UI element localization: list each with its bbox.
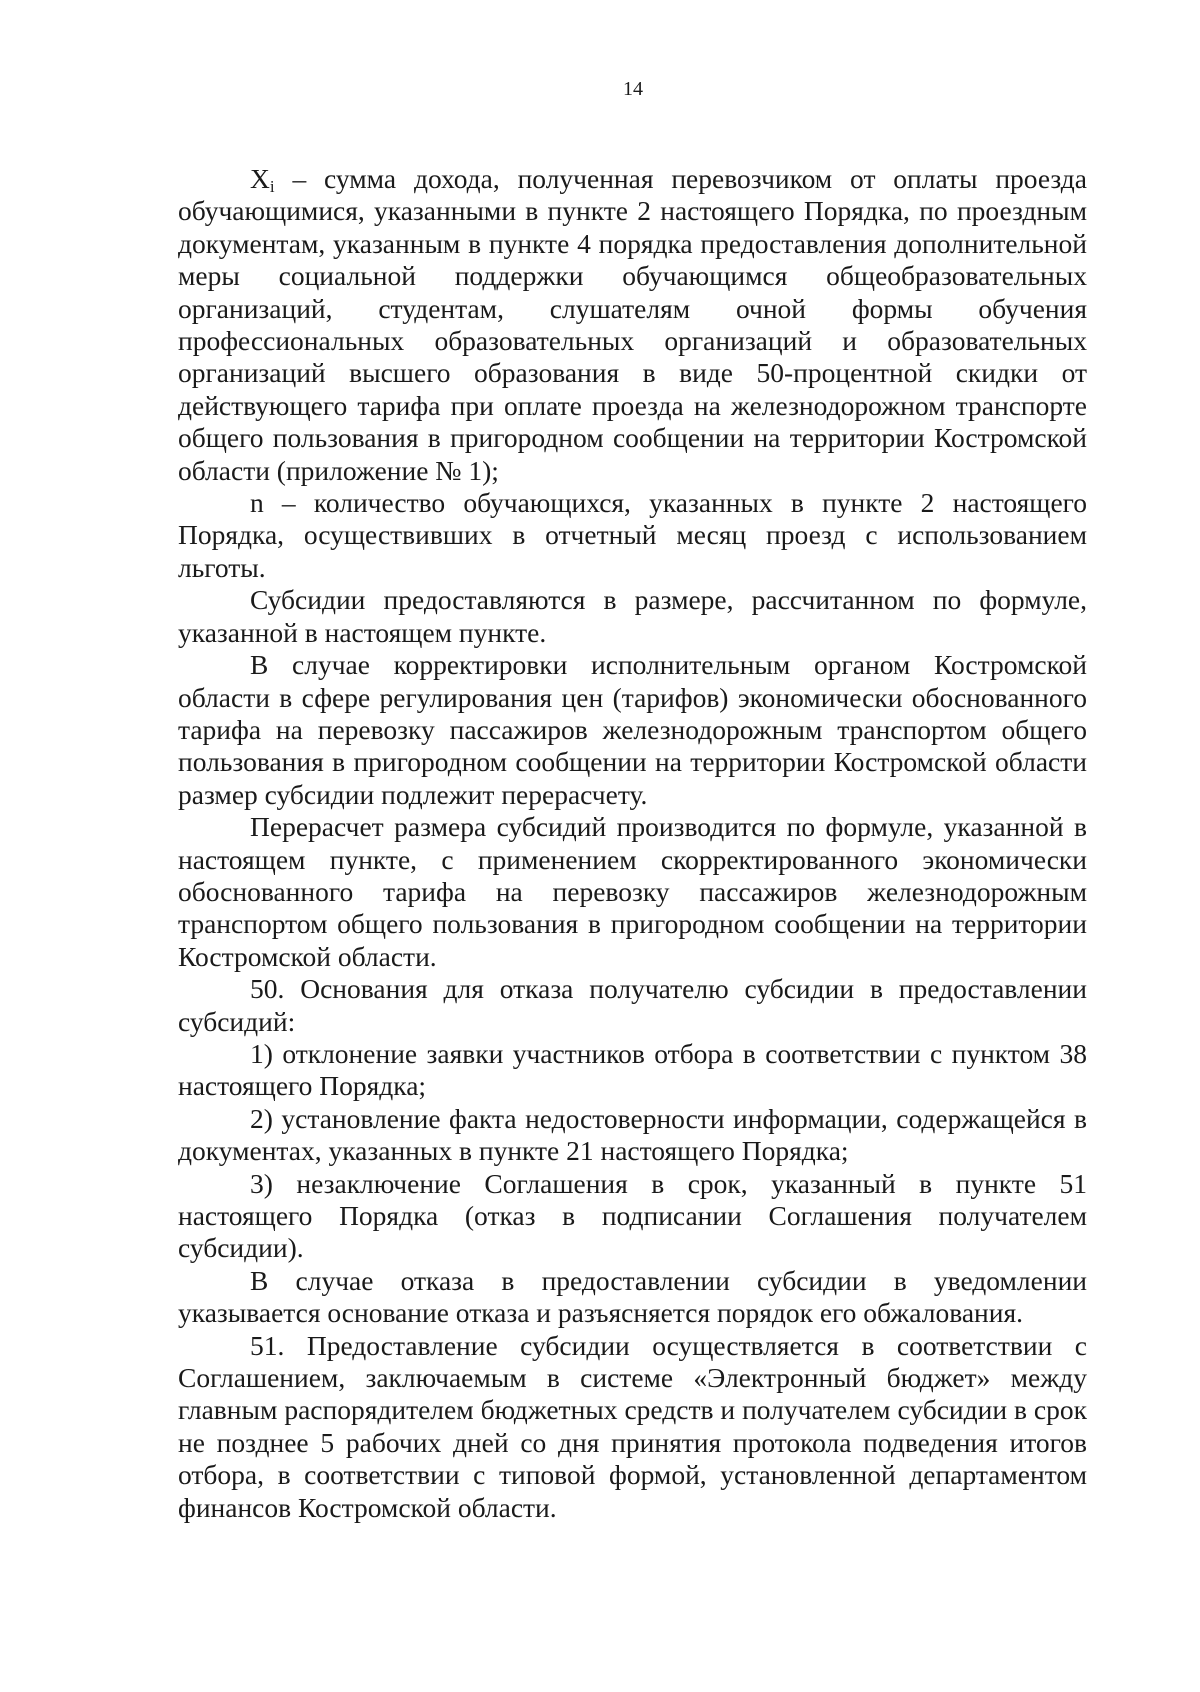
clause-50-item-3: 3) незаключение Соглашения в срок, указанный в пункте 51 настоящего Порядка (отказ в подписании Соглашения получателем субсидии). — [178, 1167, 1087, 1264]
paragraph-subsidy-formula: Субсидии предоставляются в размере, рассчитанном по формуле, указанной в настоящем пункте. — [178, 584, 1087, 648]
paragraph-tariff-correction: В случае корректировки исполнительным органом Костромской области в сфере регулирования цен (тарифов) экономически обоснованного тарифа на перевозку пассажиров железнодорожным транспортом общего пользования в пригородном сообщении на территории Костромской области размер субсидии подлежит перерасчету. — [178, 649, 1087, 810]
paragraph-n-definition: n – количество обучающихся, указанных в пункте 2 настоящего Порядка, осуществивших в отчетный месяц проезд с использованием льготы. — [178, 487, 1087, 583]
paragraph-text: – сумма дохода, полученная перевозчиком от оплаты проезда обучающимися, указанными в пункте 2 настоящего Порядка, по проездным документам, указанным в пункте 4 порядка предоставления дополнительной меры социальной поддержки обучающимся общеобразовательных организаций, студентам, слушателям очной формы обучения профессиональных образовательных организаций и образовательных организаций высшего образования в виде 50-процентной скидки от действующего тарифа при оплате проезда на железнодорожном транспорте общего пользования в пригородном сообщении на территории Костромской области (приложение № 1); — [178, 163, 1087, 486]
paragraph-refusal-notice: В случае отказа в предоставлении субсидии в уведомлении указывается основание отказа и разъясняется порядок его обжалования. — [178, 1264, 1087, 1329]
clause-51: 51. Предоставление субсидии осуществляется в соответствии с Соглашением, заключаемым в системе «Электронный бюджет» между главным распорядителем бюджетных средств и получателем субсидии в срок не позднее 5 рабочих дней со дня принятия протокола подведения итогов отбора, в соответствии с типовой формой, установленной департаментом финансов Костромской области. — [178, 1329, 1087, 1523]
variable-subscript: i — [269, 177, 275, 196]
paragraph-xi-definition — [178, 163, 1087, 487]
document-body — [178, 163, 1087, 1524]
variable-symbol: X — [250, 163, 270, 194]
page-number: 14 — [623, 78, 643, 100]
clause-50-heading: 50. Основания для отказа получателю субсидии в предоставлении субсидий: — [178, 973, 1087, 1037]
paragraph-recalculation: Перерасчет размера субсидий производится по формуле, указанной в настоящем пункте, с применением скорректированного экономически обоснованного тарифа на перевозку пассажиров железнодорожным транспортом общего пользования в пригородном сообщении на территории Костромской области. — [178, 811, 1087, 972]
clause-50-item-1: 1) отклонение заявки участников отбора в соответствии с пунктом 38 настоящего Порядка; — [178, 1037, 1087, 1102]
clause-50-item-2: 2) установление факта недостоверности информации, содержащейся в документах, указанных в пункте 21 настоящего Порядка; — [178, 1102, 1087, 1167]
